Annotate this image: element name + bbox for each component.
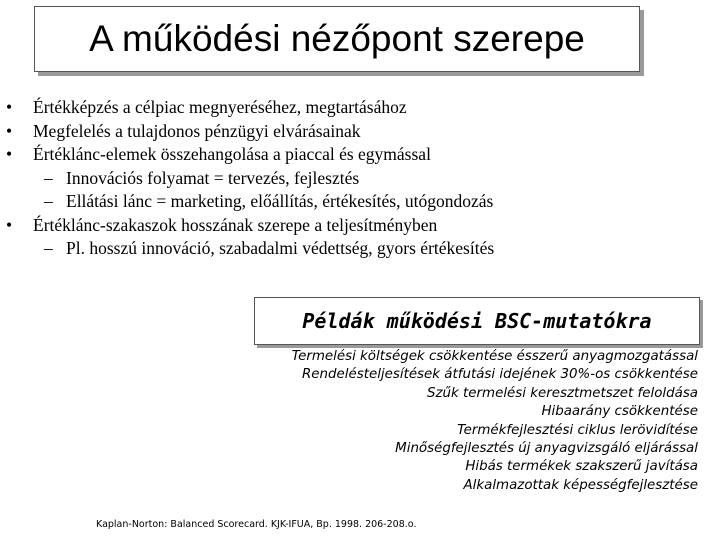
metric-item: Alkalmazottak képességfejlesztése	[463, 477, 698, 493]
bullet-text: Értéklánc-szakaszok hosszának szerepe a teljesítményben	[33, 214, 438, 235]
bullet-text: Megfelelés a tulajdonos pénzügyi elvárásainak	[33, 120, 361, 141]
dash-marker: –	[44, 167, 53, 188]
metric-item: Hibás termékek szakszerű javítása	[465, 459, 698, 475]
bullet-text: Pl. hosszú innováció, szabadalmi védettség, gyors értékesítés	[66, 238, 495, 258]
sub-bullet-item	[0, 190, 720, 214]
dash-marker: –	[44, 191, 53, 211]
bullet-marker: •	[6, 97, 13, 117]
bullet-item	[0, 143, 720, 167]
bullet-text: Értékképzés a célpiac megnyeréséhez, megtartásához	[33, 97, 407, 117]
bullet-text: Innovációs folyamat = tervezés, fejlesztés	[66, 167, 360, 188]
bullet-item	[0, 96, 720, 120]
bullet-marker: •	[6, 120, 13, 141]
metric-item: Rendelésteljesítések átfutási idejének 30%-os csökkentése	[302, 367, 698, 383]
examples-title: Példák működési BSC-mutatókra	[302, 309, 652, 333]
sub-bullet-item	[0, 167, 720, 191]
examples-title-box	[254, 297, 700, 345]
slide-title: A működési nézőpont szerepe	[89, 18, 585, 59]
metric-item: Hibaarány csökkentése	[541, 404, 698, 420]
bullet-text: Értéklánc-elemek összehangolása a piaccal és egymással	[33, 144, 431, 164]
metrics-list	[292, 348, 698, 495]
metric-item: Termékfejlesztési ciklus lerövidítése	[457, 422, 698, 438]
dash-marker: –	[44, 238, 53, 258]
bullet-item	[0, 120, 720, 144]
slide-title-box	[34, 6, 640, 72]
source-citation: Kaplan-Norton: Balanced Scorecard. KJK-IFUA, Bp. 1998. 206-208.o.	[96, 519, 417, 530]
bullet-marker: •	[6, 144, 13, 164]
bullet-list	[0, 96, 720, 261]
bullet-marker: •	[6, 214, 13, 235]
sub-bullet-item	[0, 237, 720, 261]
metric-item: Minőségfejlesztés új anyagvizsgáló eljárással	[395, 440, 698, 456]
bullet-item	[0, 214, 720, 238]
metric-item: Termelési költségek csökkentése ésszerű anyagmozgatással	[291, 349, 698, 364]
bullet-text: Ellátási lánc = marketing, előállítás, értékesítés, utógondozás	[66, 191, 494, 211]
metric-item: Szűk termelési keresztmetszet feloldása	[427, 385, 698, 401]
